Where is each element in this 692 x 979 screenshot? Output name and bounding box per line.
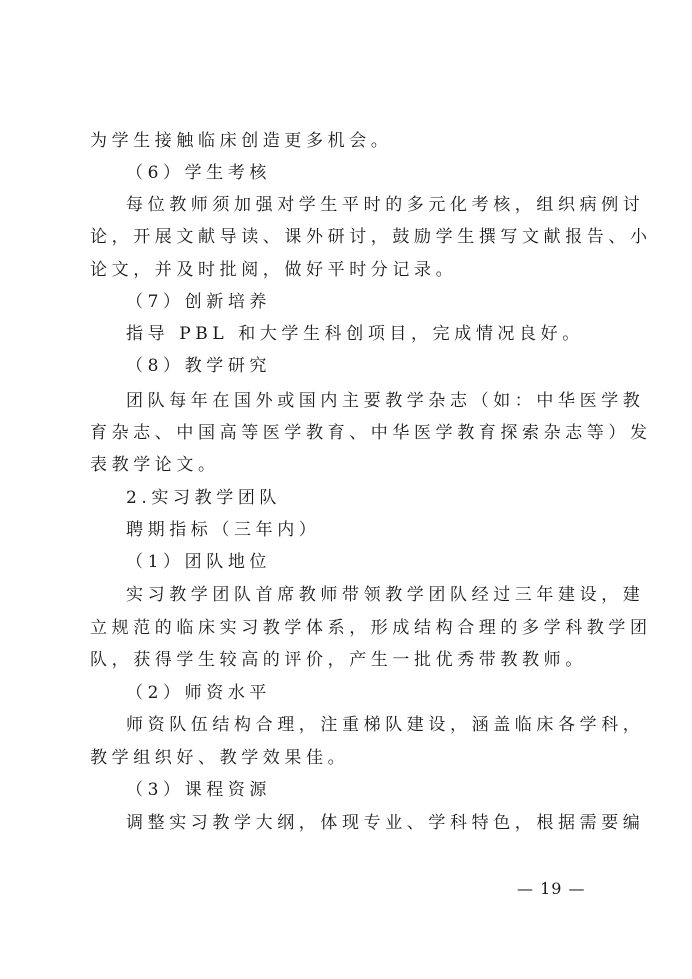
section-heading-internship-team: 2.实习教学团队 [126,488,282,508]
section-heading-teaching-research: （8）教学研究 [126,356,272,376]
text-line: 育杂志、中国高等医学教育、中华医学教育探索杂志等）发 [90,423,652,443]
text-line: 为学生接触临床创造更多机会。 [90,131,393,151]
text-line: 教学组织好、教学效果佳。 [90,748,350,768]
text-line: 师资队伍结构合理，注重梯队建设，涵盖临床各学科， [126,715,645,735]
subheading-appointment-targets: 聘期指标（三年内） [126,520,321,540]
text-line: 论，开展文献导读、课外研讨，鼓励学生撰写文献报告、小 [90,227,652,247]
page-number: — 19 — [517,879,586,898]
text-line: 团队每年在国外或国内主要教学杂志（如：中华医学教 [126,391,645,411]
text-line: 实习教学团队首席教师带领教学团队经过三年建设，建 [126,585,645,605]
section-heading-team-status: （1）团队地位 [126,552,272,572]
text-line: 队，获得学生较高的评价，产生一批优秀带教教师。 [90,650,587,670]
text-line: 每位教师须加强对学生平时的多元化考核，组织病例讨 [126,195,645,215]
text-line: 立规范的临床实习教学体系，形成结构合理的多学科教学团 [90,618,652,638]
section-heading-innovation: （7）创新培养 [126,292,272,312]
text-line: 指导 PBL 和大学生科创项目，完成情况良好。 [126,324,584,344]
text-line: 论文，并及时批阅，做好平时分记录。 [90,260,458,280]
section-heading-faculty-level: （2）师资水平 [126,683,272,703]
text-line: 调整实习教学大纲，体现专业、学科特色，根据需要编 [126,813,645,833]
section-heading-student-assessment: （6）学生考核 [126,163,272,183]
text-line: 表教学论文。 [90,455,220,475]
section-heading-course-resources: （3）课程资源 [126,780,272,800]
